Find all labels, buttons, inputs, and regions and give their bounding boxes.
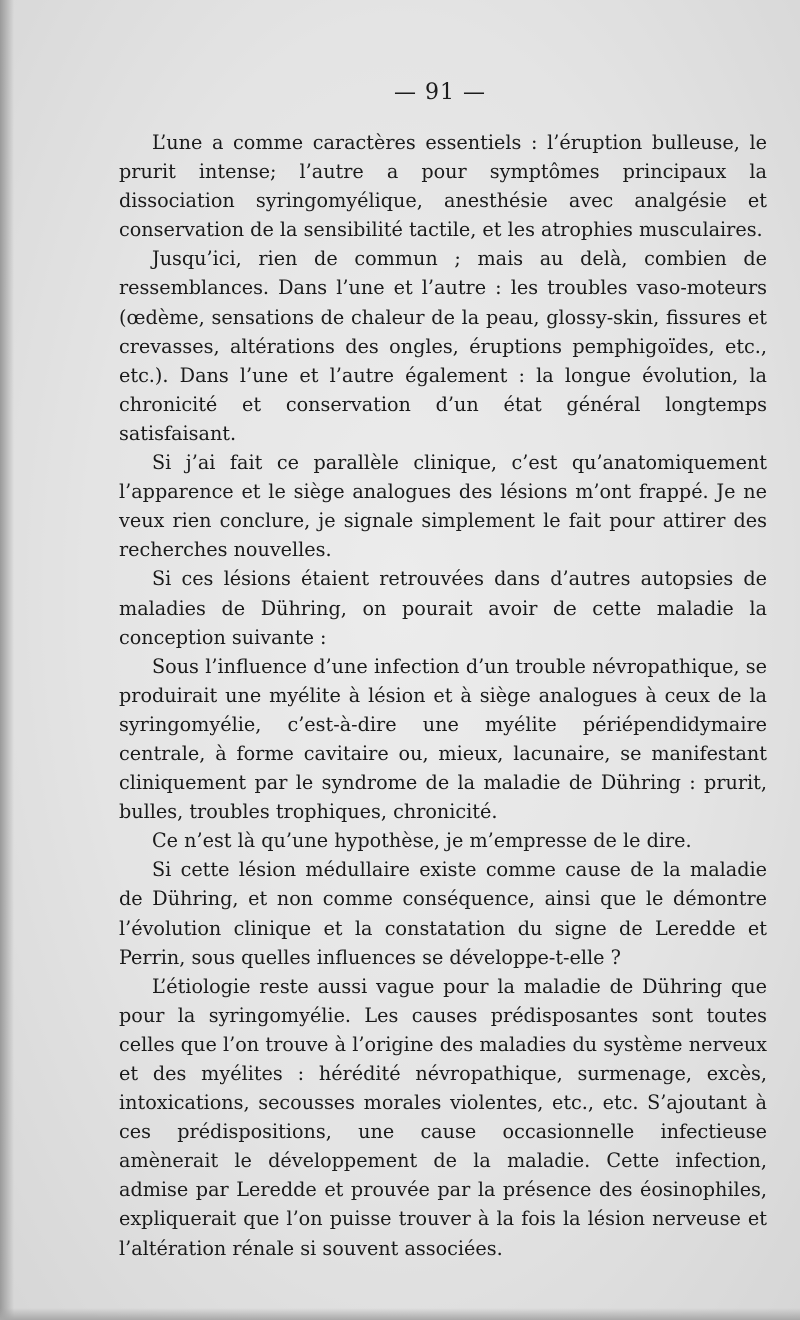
paragraph: Si j’ai fait ce parallèle clinique, c’est qu’anatomiquement l’apparence et le siège analogues des lésions m’ont frappé. Je ne veux rien conclure, je signale simplement le fait pour attirer des recherches nouvelles. — [119, 451, 767, 562]
page-edge-shadow — [0, 1308, 800, 1320]
binding-shadow — [0, 0, 14, 1320]
paragraph: L’une a comme caractères essentiels : l’éruption bulleuse, le prurit intense; l’autre a pour symptômes principaux la dissociation syringomyélique, anesthésie avec analgésie et conservation de la sensibilité tactile, et les atrophies musculaires. — [119, 131, 767, 242]
paragraph: Jusqu’ici, rien de commun ; mais au delà, combien de ressemblances. Dans l’une et l’autre : les troubles vaso-moteurs (œdème, sensations de chaleur de la peau, glossy-skin, fissures et crevasses, altérations des ongles, éruptions pemphigoïdes, etc., etc.). Dans l’une et l’autre également : la longue évolution, la chronicité et conservation d’un état général longtemps satisfaisant. — [119, 247, 767, 445]
paragraph: Sous l’influence d’une infection d’un trouble névropathique, se produirait une myélite à lésion et à siège analogues à ceux de la syringomyélie, c’est-à-dire une myélite périépendidymaire centrale, à forme cavitaire ou, mieux, lacunaire, se manifestant cliniquement par le syndrome de la maladie de Dühring : prurit, bulles, troubles trophiques, chronicité. — [119, 654, 767, 824]
paragraph: Ce n’est là qu’une hypothèse, je m’empresse de le dire. — [152, 829, 692, 853]
paragraph: Si cette lésion médullaire existe comme cause de la maladie de Dühring, et non comme conséquence, ainsi que le démontre l’évolution clinique et la constatation du signe de Leredde et Perrin, sous quelles influences se développe-t-elle ? — [119, 858, 767, 969]
paragraph: Si ces lésions étaient retrouvées dans d’autres autopsies de maladies de Dühring, on pourait avoir de cette maladie la conception suivante : — [119, 567, 767, 649]
page-number: — 91 — — [394, 80, 486, 105]
paragraph: L’étiologie reste aussi vague pour la maladie de Dühring que pour la syringomyélie. Les causes prédisposantes sont toutes celles que l’on trouve à l’origine des maladies du système nerveux et des myélites : hérédité névropathique, surmenage, excès, intoxications, secousses morales violentes, etc., etc. S’ajoutant à ces prédispositions, une cause occasionnelle infectieuse amènerait le développement de la maladie. Cette infection, admise par Leredde et prouvée par la présence des éosinophiles, expliquerait que l’on puisse trouver à la fois la lésion nerveuse et l’altération rénale si souvent associées. — [119, 974, 767, 1260]
body-text — [119, 128, 767, 1263]
